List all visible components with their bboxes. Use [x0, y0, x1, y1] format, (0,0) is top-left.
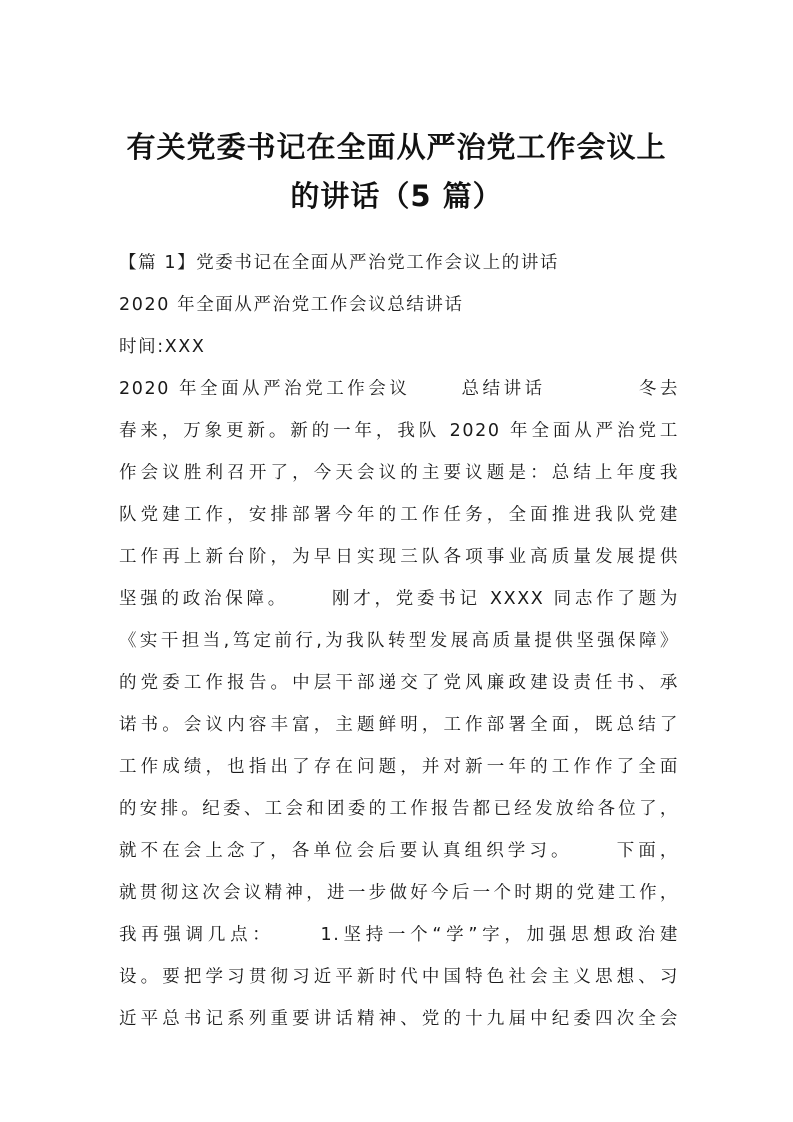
document-title-line-2: 的讲话（5 篇） [290, 179, 503, 213]
section-heading: 【篇 1】党委书记在全面从严治党工作会议上的讲话 [119, 253, 560, 273]
body-line: 我再强调几点： 1.坚持一个“学”字，加强思想政治建 [119, 925, 679, 945]
body-line: 的安排。纪委、工会和团委的工作报告都已经发放给各位了， [119, 799, 679, 819]
speech-title: 2020 年全面从严治党工作会议总结讲话 [119, 295, 464, 315]
body-line: 坚强的政治保障。 刚才，党委书记 XXXX 同志作了题为 [119, 589, 679, 609]
body-line: 《实干担当,笃定前行,为我队转型发展高质量提供坚强保障》 [119, 631, 679, 651]
body-line: 作会议胜利召开了，今天会议的主要议题是：总结上年度我 [119, 463, 679, 483]
document-title-line-1: 有关党委书记在全面从严治党工作会议上 [126, 130, 667, 164]
body-line: 春来，万象更新。新的一年，我队 2020 年全面从严治党工 [119, 421, 679, 441]
body-line: 设。要把学习贯彻习近平新时代中国特色社会主义思想、习 [119, 967, 679, 987]
body-line: 队党建工作，安排部署今年的工作任务，全面推进我队党建 [119, 505, 679, 525]
time-line: 时间:XXX [119, 337, 206, 357]
body-line: 工作再上新台阶，为早日实现三队各项事业高质量发展提供 [119, 547, 679, 567]
body-line: 就不在会上念了，各单位会后要认真组织学习。 下面， [119, 841, 679, 861]
body-line: 2020 年全面从严治党工作会议 总结讲话 冬去 [119, 379, 679, 399]
body-line: 工作成绩，也指出了存在问题，并对新一年的工作作了全面 [119, 757, 679, 777]
body-line: 就贯彻这次会议精神，进一步做好今后一个时期的党建工作， [119, 883, 679, 903]
body-line: 诺书。会议内容丰富，主题鲜明，工作部署全面，既总结了 [119, 715, 679, 735]
body-line: 近平总书记系列重要讲话精神、党的十九届中纪委四次全会 [119, 1009, 679, 1029]
body-line: 的党委工作报告。中层干部递交了党风廉政建设责任书、承 [119, 673, 679, 693]
